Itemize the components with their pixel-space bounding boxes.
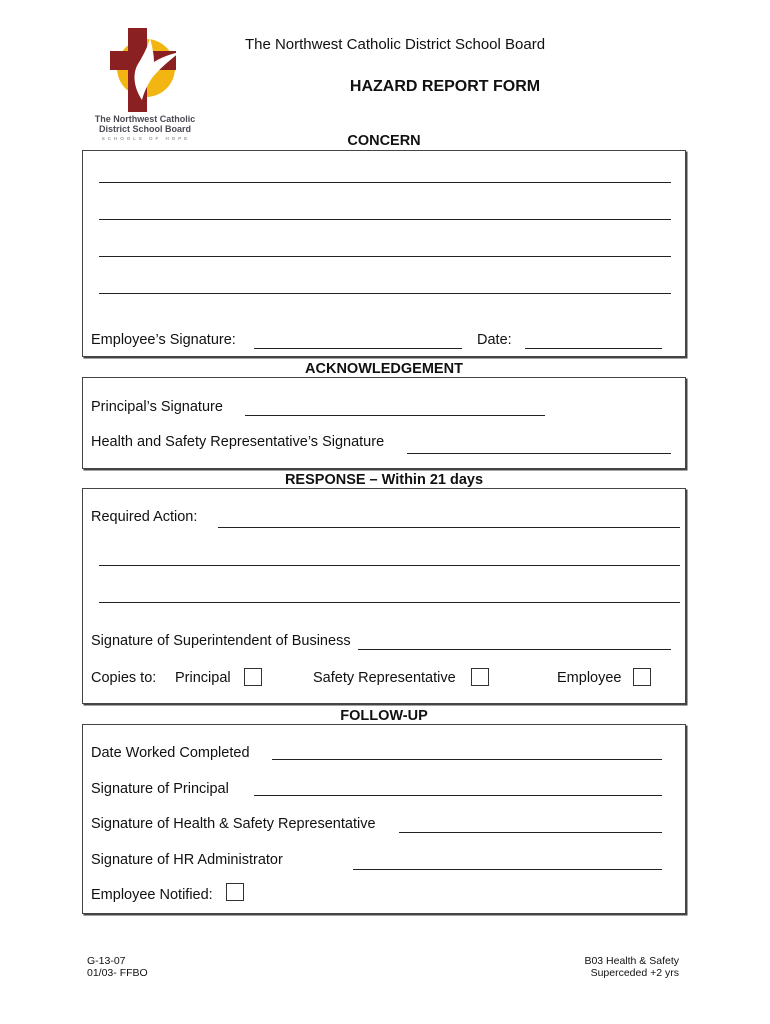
copy-safety-rep-label: Safety Representative <box>313 670 456 686</box>
response-title: RESPONSE – Within 21 days <box>284 472 484 488</box>
footer-right <box>520 955 679 979</box>
school-board-logo <box>94 22 196 142</box>
required-action-label: Required Action: <box>91 509 198 525</box>
concern-line-2[interactable] <box>99 219 671 220</box>
form-title: HAZARD REPORT FORM <box>349 78 541 95</box>
principal-signature-label: Principal’s Signature <box>91 399 223 415</box>
date-worked-completed-label: Date Worked Completed <box>91 745 250 761</box>
hr-admin-signature-label: Signature of HR Administrator <box>91 852 283 868</box>
concern-title: CONCERN <box>347 133 421 149</box>
employee-signature-line[interactable] <box>254 348 462 349</box>
required-action-line-2[interactable] <box>99 565 680 566</box>
footer-retention: Superceded +2 yrs <box>590 967 679 979</box>
follow-up-title: FOLLOW-UP <box>340 708 428 724</box>
copy-employee-label: Employee <box>557 670 622 686</box>
required-action-line-1[interactable] <box>218 527 680 528</box>
copy-principal-label: Principal <box>175 670 231 686</box>
copy-employee-checkbox[interactable] <box>633 668 651 686</box>
concern-line-4[interactable] <box>99 293 671 294</box>
followup-hs-rep-signature-label: Signature of Health & Safety Representative <box>91 816 376 832</box>
copies-to-label: Copies to: <box>91 670 157 686</box>
cross-sun-dove-icon <box>94 22 196 114</box>
followup-principal-signature-line[interactable] <box>254 795 662 796</box>
employee-signature-label: Employee’s Signature: <box>91 332 236 348</box>
acknowledgement-box <box>82 377 686 469</box>
employee-notified-checkbox[interactable] <box>226 883 244 901</box>
principal-signature-line[interactable] <box>245 415 545 416</box>
concern-line-1[interactable] <box>99 182 671 183</box>
concern-date-line[interactable] <box>525 348 662 349</box>
superintendent-signature-label: Signature of Superintendent of Business <box>91 633 351 649</box>
superintendent-signature-line[interactable] <box>358 649 671 650</box>
hs-rep-signature-label: Health and Safety Representative’s Signature <box>91 434 385 450</box>
footer-form-code: G-13-07 <box>87 955 126 967</box>
footer-left <box>87 955 148 979</box>
date-worked-completed-line[interactable] <box>272 759 662 760</box>
employee-notified-label: Employee Notified: <box>91 887 213 903</box>
concern-line-3[interactable] <box>99 256 671 257</box>
hr-admin-signature-line[interactable] <box>353 869 662 870</box>
followup-hs-rep-signature-line[interactable] <box>399 832 662 833</box>
footer-category: B03 Health & Safety <box>584 955 679 967</box>
board-name: The Northwest Catholic District School Board <box>244 36 546 53</box>
logo-name-line1: The Northwest Catholic <box>94 114 196 124</box>
acknowledgement-title: ACKNOWLEDGEMENT <box>305 361 463 377</box>
required-action-line-3[interactable] <box>99 602 680 603</box>
followup-principal-signature-label: Signature of Principal <box>91 781 229 797</box>
logo-name-line2: District School Board <box>98 124 191 134</box>
footer-revision: 01/03- FFBO <box>87 967 148 979</box>
copy-principal-checkbox[interactable] <box>244 668 262 686</box>
concern-date-label: Date: <box>477 332 512 348</box>
hs-rep-signature-line[interactable] <box>407 453 671 454</box>
logo-tagline: SCHOOLS OF HOPE <box>101 136 191 141</box>
copy-safety-rep-checkbox[interactable] <box>471 668 489 686</box>
